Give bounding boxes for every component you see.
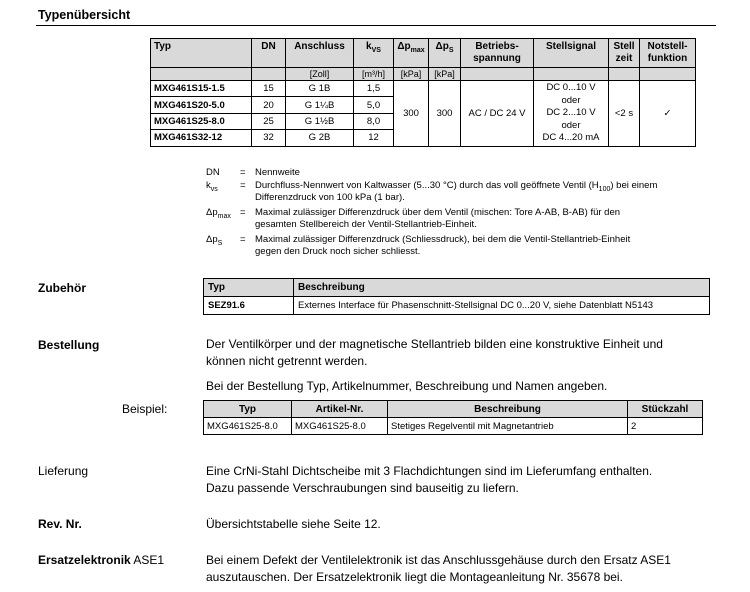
stellsignal-line: DC 0...10 V (546, 82, 596, 93)
text-line: können nicht getrennt werden. (206, 354, 368, 368)
unit-empty (640, 68, 696, 81)
legend-key: $\Delta p_S$ (206, 234, 223, 247)
cell-dn: 32 (252, 130, 286, 146)
cell-anschluss: G 1½B (286, 113, 354, 129)
zubehoer-table (203, 278, 710, 315)
types-table (150, 38, 696, 147)
col-typ: Typ (204, 279, 294, 297)
col-stueck: Stückzahl (628, 401, 703, 418)
cell-beschreibung: Stetiges Regelventil mit Magnetantrieb (388, 418, 628, 435)
stellsignal-line: oder (561, 119, 581, 131)
lieferung-text (206, 463, 706, 497)
cell-dn: 15 (252, 81, 286, 97)
cell-typ: MXG461S25-8.0 (151, 113, 252, 129)
rev-label: Rev. Nr. (38, 517, 82, 531)
text-line: Der Ventilkörper und der magnetische Stellantrieb bilden eine konstruktive Einheit und (206, 337, 663, 351)
legend-eq: = (240, 234, 246, 245)
col-beschreibung: Beschreibung (388, 401, 628, 418)
cell-artikel: MXG461S25-8.0 (292, 418, 388, 435)
cell-kvs: 8,0 (354, 113, 394, 129)
cell-anschluss: G 2B (286, 130, 354, 146)
col-anschluss: Anschluss (286, 39, 354, 68)
col-notstell: Notstell-funktion (640, 39, 696, 68)
cell-dps: 300 (429, 81, 461, 147)
col-beschreibung: Beschreibung (294, 279, 710, 297)
unit-empty (151, 68, 252, 81)
table-row (204, 297, 710, 315)
cell-typ: SEZ91.6 (204, 297, 294, 315)
cell-stellzeit: <2 s (609, 81, 640, 147)
unit-empty (461, 68, 534, 81)
legend-key: $k_{vs}$ (206, 180, 218, 193)
bestellung-label: Bestellung (38, 338, 100, 352)
col-typ: Typ (151, 39, 252, 68)
col-typ: Typ (204, 401, 292, 418)
bestellung-text-2: Bei der Bestellung Typ, Artikelnummer, Beschreibung und Namen angeben. (206, 379, 608, 393)
cell-kvs: 1,5 (354, 81, 394, 97)
beispiel-table (203, 400, 703, 435)
zubehoer-label: Zubehör (38, 281, 86, 295)
title-divider (36, 25, 716, 26)
table-row (151, 81, 696, 97)
legend-key: $\Delta p_{max}$ (206, 207, 231, 220)
legend-text: Nennweite (255, 167, 300, 178)
legend-text: Maximal zulässiger Differenzdruck (Schliessdruck), bei dem die Ventil-Stellantrieb-Einheit (255, 234, 631, 245)
ersatz-label-normal: ASE1 (130, 553, 165, 567)
unit-dp-max: [kPa] (394, 68, 429, 81)
col-dn: DN (252, 39, 286, 68)
cell-kvs: 12 (354, 130, 394, 146)
unit-empty (609, 68, 640, 81)
cell-betrieb: AC / DC 24 V (461, 81, 534, 147)
text-line: auszutauschen. Der Ersatzelektronik liegt die Montageanleitung Nr. 35678 bei. (206, 570, 623, 584)
stellsignal-line: DC 4...20 mA (542, 132, 600, 143)
text-line: Dazu passende Verschraubungen sind bauseitig zu liefern. (206, 481, 519, 495)
cell-dp-max: 300 (394, 81, 429, 147)
legend-text: gegen den Druck noch sicher schliesst. (255, 246, 421, 257)
unit-anschluss: [Zoll] (286, 68, 354, 81)
lieferung-label: Lieferung (38, 464, 89, 478)
checkmark-icon: ✓ (640, 81, 696, 147)
col-dp-max: $\Delta p_{max}$ (394, 39, 429, 68)
unit-empty (252, 68, 286, 81)
col-kvs: $k_{VS}$ (354, 39, 394, 68)
rev-text: Übersichtstabelle siehe Seite 12. (206, 517, 381, 531)
col-artikel: Artikel-Nr. (292, 401, 388, 418)
ersatz-text (206, 552, 706, 586)
unit-dps: [kPa] (429, 68, 461, 81)
col-stellzeit: Stell zeit (609, 39, 640, 68)
legend-text: Maximal zulässiger Differenzdruck über dem Ventil (mischen: Tore A-AB, B-AB) für den (255, 207, 621, 218)
cell-typ: MXG461S15-1.5 (151, 81, 252, 97)
cell-typ: MXG461S20-5.0 (151, 97, 252, 113)
cell-beschreibung: Externes Interface für Phasenschnitt-Stellsignal DC 0...20 V, siehe Datenblatt N5143 (294, 297, 710, 315)
cell-anschluss: G 1B (286, 81, 354, 97)
cell-stellsignal (534, 81, 609, 147)
cell-anschluss: G 1¼B (286, 97, 354, 113)
cell-kvs: 5,0 (354, 97, 394, 113)
stellsignal-line: oder (561, 94, 581, 106)
col-betrieb: Betriebs-spannung (461, 39, 534, 68)
text-line: Eine CrNi-Stahl Dichtscheibe mit 3 Flachdichtungen sind im Lieferumfang enthalten. (206, 464, 653, 478)
legend-eq: = (240, 167, 246, 178)
cell-stueck: 2 (628, 418, 703, 435)
section-title: Typenübersicht (38, 8, 131, 22)
text-line: Bei einem Defekt der Ventilelektronik ist das Anschlussgehäuse durch den Ersatz ASE1 (206, 553, 671, 567)
unit-empty (534, 68, 609, 81)
cell-typ: MXG461S25-8.0 (204, 418, 292, 435)
legend-text: gesamten Stellbereich der Ventil-Stellantrieb-Einheit. (255, 219, 477, 230)
col-stellsignal: Stellsignal (534, 39, 609, 68)
legend-eq: = (240, 207, 246, 218)
ersatz-label (38, 553, 164, 567)
legend-key: DN (206, 167, 220, 178)
ersatz-label-bold: Ersatzelektronik (38, 553, 131, 567)
legend-text: Differenzdruck von 100 kPa (1 bar). (255, 192, 405, 203)
cell-dn: 20 (252, 97, 286, 113)
beispiel-label: Beispiel: (122, 402, 168, 416)
table-row (204, 418, 703, 435)
legend-text: Durchfluss-Nennwert von Kaltwasser (5...30 °C) durch das voll geöffnete Ventil $(H_{100})$ bei einem (255, 180, 658, 193)
bestellung-text (206, 336, 706, 370)
cell-dn: 25 (252, 113, 286, 129)
col-dps: $\Delta p_S$ (429, 39, 461, 68)
cell-typ: MXG461S32-12 (151, 130, 252, 146)
unit-kvs: [m³/h] (354, 68, 394, 81)
legend-eq: = (240, 180, 246, 191)
stellsignal-line: DC 2...10 V (546, 107, 596, 118)
